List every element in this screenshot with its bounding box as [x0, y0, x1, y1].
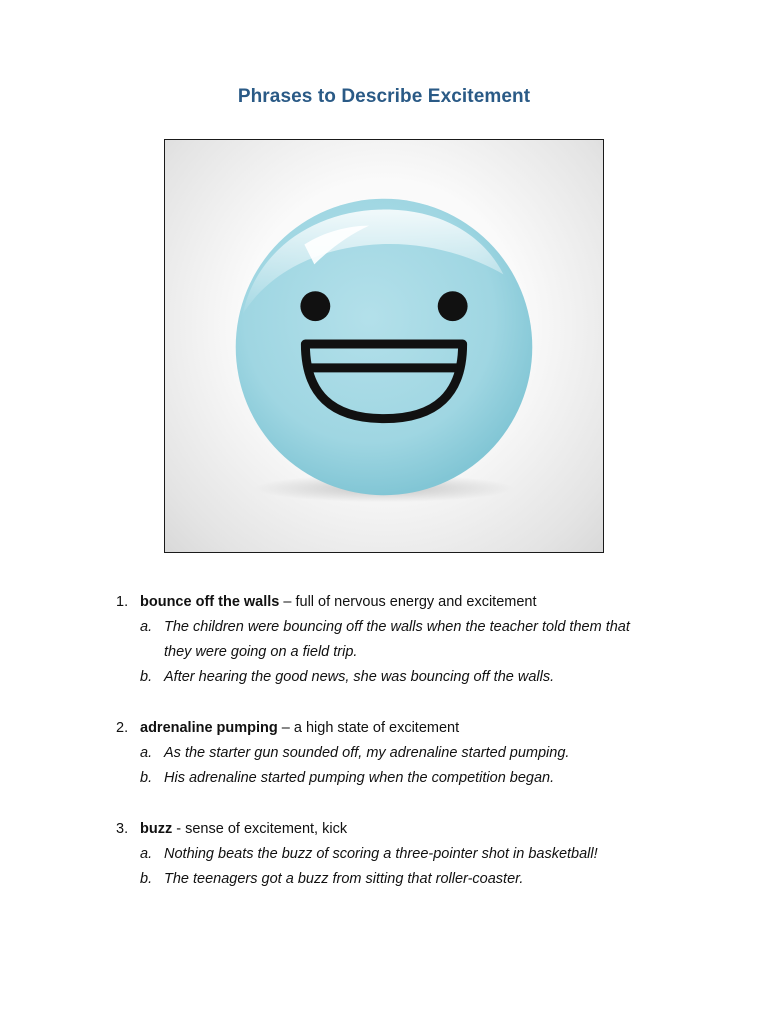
example-letter: b. [140, 871, 153, 887]
phrase-term: buzz [140, 821, 173, 837]
phrase-term: adrenaline pumping [140, 720, 278, 736]
right-eye [438, 291, 468, 321]
left-eye [300, 291, 330, 321]
example-letter: a. [140, 745, 153, 761]
phrase-3-example-b [140, 870, 523, 888]
phrase-definition: - sense of excitement, kick [172, 821, 348, 837]
example-text: His adrenaline started pumping when the competition began. [164, 770, 555, 786]
phrase-2-example-a [140, 744, 569, 762]
phrase-3-example-a [140, 845, 598, 863]
phrase-item-2 [116, 719, 459, 737]
phrase-definition: – full of nervous energy and excitement [279, 594, 537, 610]
example-letter: b. [140, 770, 153, 786]
example-letter: a. [140, 619, 153, 635]
page-title: Phrases to Describe Excitement [237, 86, 531, 107]
example-text: Nothing beats the buzz of scoring a three-pointer shot in basketball! [164, 846, 598, 862]
example-text: After hearing the good news, she was bouncing off the walls. [164, 669, 555, 685]
phrase-number: 2. [116, 720, 129, 736]
phrase-number: 1. [116, 594, 129, 610]
phrase-2-example-b [140, 769, 554, 787]
example-text: The teenagers got a buzz from sitting that roller-coaster. [164, 871, 524, 887]
phrase-1-example-b [140, 668, 554, 686]
phrase-item-1 [116, 593, 537, 611]
smiley-face-icon [165, 140, 603, 552]
phrase-item-3 [116, 820, 347, 838]
phrase-number: 3. [116, 821, 129, 837]
example-text: As the starter gun sounded off, my adrenaline started pumping. [164, 745, 570, 761]
smiley-face-figure [164, 139, 604, 553]
phrase-term: bounce off the walls [140, 594, 280, 610]
phrase-1-example-a [140, 618, 630, 660]
phrase-definition: – a high state of excitement [277, 720, 460, 736]
example-letter: a. [140, 846, 153, 862]
example-letter: b. [140, 669, 153, 685]
example-text: The children were bouncing off the walls when the teacher told them that [164, 619, 630, 635]
example-text-continued: they were going on a field trip. [164, 644, 358, 660]
